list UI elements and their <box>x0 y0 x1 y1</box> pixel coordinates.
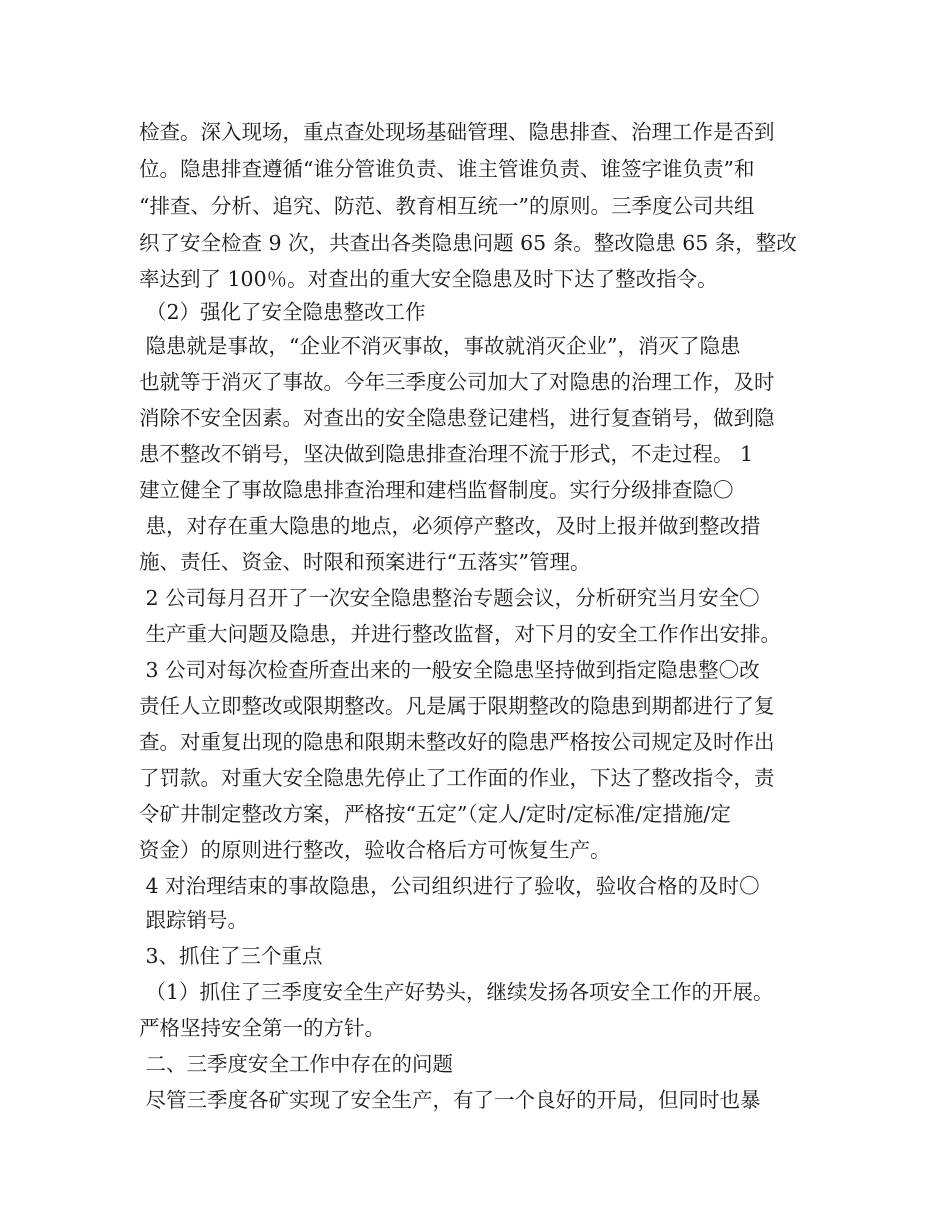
text-line: 了罚款。对重大安全隐患先停止了工作面的作业，下达了整改指令，责 <box>139 766 775 790</box>
text-line: 隐患就是事故，“企业不消灭事故，事故就消灭企业”，消灭了隐患 <box>139 334 741 358</box>
section-heading: 3、抓住了三个重点 <box>139 944 323 968</box>
text-line: 施、责任、资金、时限和预案进行“五落实”管理。 <box>139 550 591 574</box>
text-line: 建立健全了事故隐患排查治理和建档监督制度。实行分级排查隐〇 <box>139 478 734 502</box>
text-line: 生产重大问题及隐患，并进行整改监督，对下月的安全工作作出安排。 <box>139 622 782 646</box>
text-line: 率达到了 100％。对查出的重大安全隐患及时下达了整改指令。 <box>139 267 718 291</box>
text-line: 位。隐患排查遵循“谁分管谁负责、谁主管谁负责、谁签字谁负责”和 <box>139 157 755 181</box>
text-line: 严格坚持安全第一的方针。 <box>139 1016 385 1040</box>
section-heading: 二、三季度安全工作中存在的问题 <box>139 1052 454 1076</box>
text-line: 资金）的原则进行整改，验收合格后方可恢复生产。 <box>139 838 611 862</box>
text-line: 4 对治理结束的事故隐患，公司组织进行了验收，验收合格的及时〇 <box>139 874 760 898</box>
text-line: 患不整改不销号，坚决做到隐患排查治理不流于形式，不走过程。 1 <box>139 442 754 466</box>
text-line: 责任人立即整改或限期整改。凡是属于限期整改的隐患到期都进行了复 <box>139 694 775 718</box>
text-line: “排查、分析、追究、防范、教育相互统一”的原则。三季度公司共组 <box>139 194 755 218</box>
text-line: 患，对存在重大隐患的地点，必须停产整改，及时上报并做到整改措 <box>139 514 761 538</box>
text-line: 检查。深入现场，重点查处现场基础管理、隐患排查、治理工作是否到 <box>139 120 775 144</box>
text-line: （1）抓住了三季度安全生产好势头，继续发扬各项安全工作的开展。 <box>139 980 774 1004</box>
text-line: 织了安全检查 9 次，共查出各类隐患问题 65 条。整改隐患 65 条，整改 <box>139 231 797 255</box>
text-line: 跟踪销号。 <box>139 908 249 932</box>
text-line: 消除不安全因素。对查出的安全隐患登记建档，进行复查销号，做到隐 <box>139 406 775 430</box>
text-line: 令矿井制定整改方案，严格按“五定”（定人/定时/定标准/定措施/定 <box>139 802 731 826</box>
section-heading: （2）强化了安全隐患整改工作 <box>146 300 426 324</box>
text-line: 2 公司每月召开了一次安全隐患整治专题会议，分析研究当月安全〇 <box>139 586 760 610</box>
text-line: 3 公司对每次检查所查出来的一般安全隐患坚持做到指定隐患整〇改 <box>139 658 760 682</box>
text-line: 尽管三季度各矿实现了安全生产，有了一个良好的开局，但同时也暴 <box>139 1088 761 1112</box>
text-line: 查。对重复出现的隐患和限期未整改好的隐患严格按公司规定及时作出 <box>139 730 775 754</box>
text-line: 也就等于消灭了事故。今年三季度公司加大了对隐患的治理工作，及时 <box>139 370 775 394</box>
